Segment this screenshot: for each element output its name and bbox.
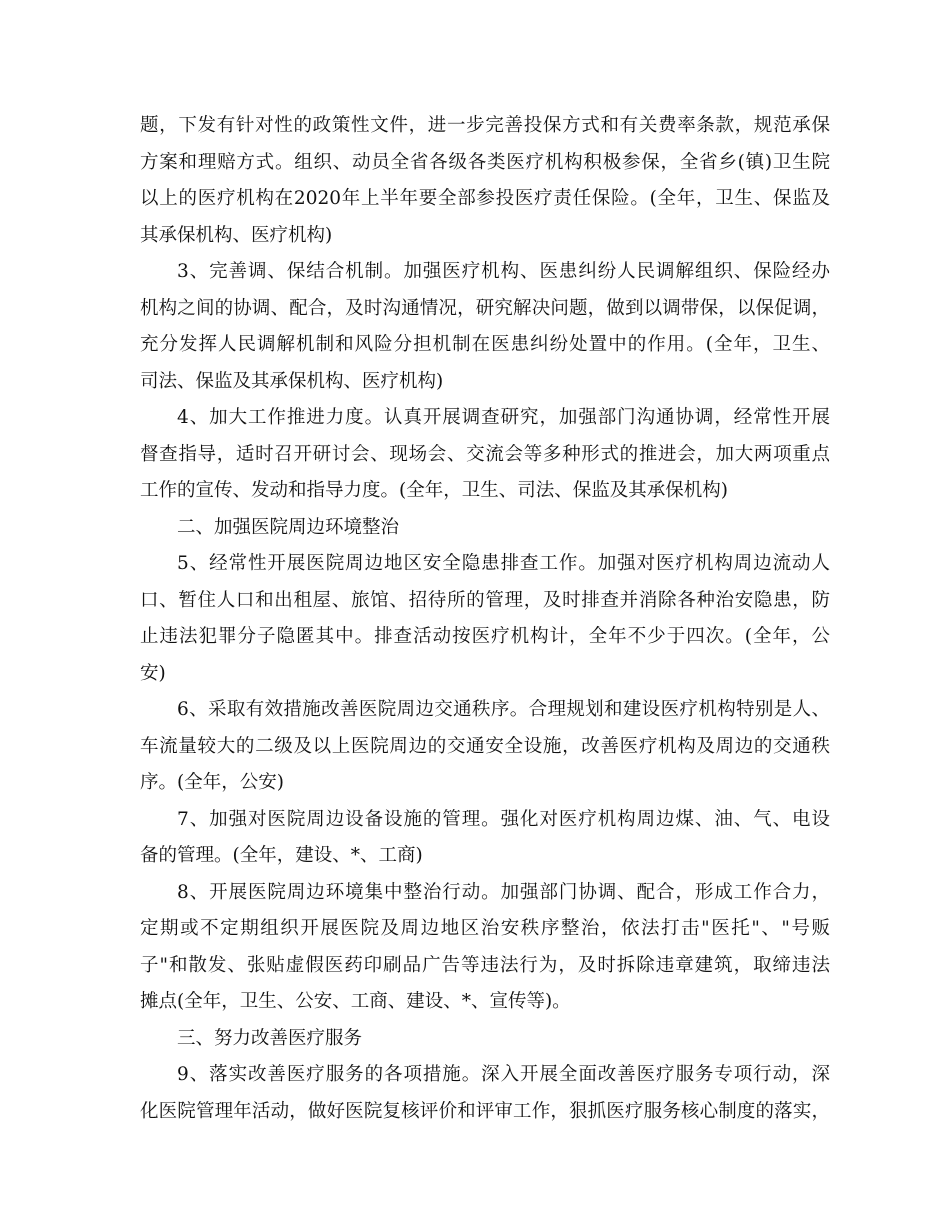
- paragraph-start-line: 6、采取有效措施改善医院周边交通秩序。合理规划和建设医疗机构特别是人、: [177, 699, 830, 720]
- section-heading: 三、努力改善医疗服务: [177, 1027, 363, 1049]
- document-body: [140, 108, 830, 1130]
- text-line: 以上的医疗机构在2020年上半年要全部参投医疗责任保险。(全年，卫生、保监及: [140, 188, 830, 209]
- text-line: 止违法犯罪分子隐匿其中。排查活动按医疗机构计，全年不少于四次。(全年，公: [140, 626, 830, 647]
- text-line: 督查指导，适时召开研讨会、现场会、交流会等多种形式的推进会，加大两项重点: [140, 443, 830, 465]
- text-line: 机构之间的协调、配合，及时沟通情况，研究解决问题，做到以调带保，以保促调，: [140, 297, 830, 319]
- text-line: 备的管理。(全年，建设、*、工商): [140, 845, 423, 866]
- paragraph-start-line: 5、经常性开展医院周边地区安全隐患排查工作。加强对医疗机构周边流动人: [177, 553, 830, 574]
- text-line: 口、暂住人口和出租屋、旅馆、招待所的管理，及时排查并消除各种治安隐患，防: [140, 589, 830, 611]
- paragraph-start-line: 3、完善调、保结合机制。加强医疗机构、医患纠纷人民调解组织、保险经办: [177, 261, 830, 282]
- text-line: 司法、保监及其承保机构、医疗机构): [140, 370, 444, 392]
- text-line: 化医院管理年活动，做好医院复核评价和评审工作，狠抓医疗服务核心制度的落实，: [140, 1100, 830, 1122]
- text-line: 工作的宣传、发动和指导力度。(全年，卫生、司法、保监及其承保机构): [140, 480, 728, 501]
- text-line: 安): [140, 662, 166, 684]
- text-line: 序。(全年，公安): [140, 772, 284, 793]
- text-line: 车流量较大的二级及以上医院周边的交通安全设施，改善医疗机构及周边的交通秩: [140, 735, 830, 757]
- section-heading: 二、加强医院周边环境整治: [177, 516, 400, 538]
- text-line: 题，下发有针对性的政策性文件，进一步完善投保方式和有关费率条款，规范承保: [140, 115, 830, 136]
- text-line: 其承保机构、医疗机构): [140, 224, 333, 246]
- text-line: 方案和理赔方式。组织、动员全省各级各类医疗机构积极参保，全省乡(镇)卫生院: [140, 151, 830, 173]
- text-line: 充分发挥人民调解机制和风险分担机制在医患纠纷处置中的作用。(全年，卫生、: [140, 334, 830, 355]
- paragraph-start-line: 7、加强对医院周边设备设施的管理。强化对医疗机构周边煤、油、气、电设: [177, 808, 830, 830]
- paragraph-start-line: 4、加大工作推进力度。认真开展调查研究，加强部门沟通协调，经常性开展: [177, 407, 830, 428]
- text-line: 定期或不定期组织开展医院及周边地区治安秩序整治，依法打击"医托"、"号贩: [140, 918, 830, 939]
- paragraph-start-line: 8、开展医院周边环境集中整治行动。加强部门协调、配合，形成工作合力，: [177, 881, 830, 903]
- text-line: 子"和散发、张贴虚假医药印刷品广告等违法行为，及时拆除违章建筑，取缔违法: [140, 954, 830, 976]
- text-line: 摊点(全年，卫生、公安、工商、建设、*、宣传等)。: [140, 991, 571, 1012]
- paragraph-start-line: 9、落实改善医疗服务的各项措施。深入开展全面改善医疗服务专项行动，深: [177, 1064, 830, 1085]
